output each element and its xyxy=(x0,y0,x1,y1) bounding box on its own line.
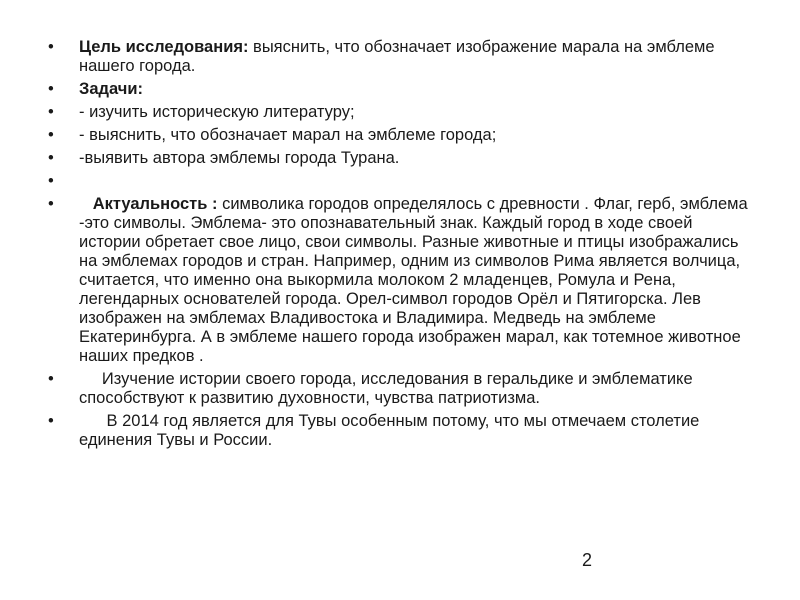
bullet-item-history xyxy=(48,370,758,408)
relevance-text: символика городов определялось с древности . Флаг, герб, эмблема -это символы. Эмблема- это опознавательный знак. Каждый город в ходе своей истории обретает свое лицо, свои символы. Разные животные и птицы изображались на эмблемах городов и стран. Например, одним из символов Рима является волчица, считается, что именно она выкормила молоком 2 младенцев, Ромула и Рена, легендарных основателей города. Орел-символ городов Орёл и Пятигорска. Лев изображен на эмблемах Владивостока и Владимира. Медведь на эмблеме Екатеринбурга. А в эмблеме нашего города изображен марал, как тотемное животное наших предков . xyxy=(79,195,748,365)
bullet-marker: • xyxy=(48,370,54,388)
task-2-text: - выяснить, что обозначает марал на эмблеме города; xyxy=(79,126,497,144)
task-3-text: -выявить автора эмблемы города Турана. xyxy=(79,149,400,167)
bullet-marker: • xyxy=(48,149,54,167)
bullet-item-task-1 xyxy=(48,103,758,122)
bullet-marker: • xyxy=(48,80,54,98)
bullet-item-empty xyxy=(48,172,758,191)
bullet-item-tuva xyxy=(48,412,758,450)
bullet-item-goal xyxy=(48,38,758,76)
bullet-marker: • xyxy=(48,195,54,213)
page-number: 2 xyxy=(582,550,593,570)
bullet-marker: • xyxy=(48,103,54,121)
bullet-item-task-2 xyxy=(48,126,758,145)
bullet-marker: • xyxy=(48,126,54,144)
tasks-heading: Задачи: xyxy=(79,80,143,98)
bullet-list xyxy=(48,38,758,454)
tuva-text: В 2014 год является для Тувы особенным потому, что мы отмечаем столетие единения Тувы и России. xyxy=(79,412,704,449)
bullet-marker: • xyxy=(48,412,54,430)
goal-text: выяснить, что обозначает изображение марала на эмблеме нашего города. xyxy=(79,38,715,75)
task-1-text: - изучить историческую литературу; xyxy=(79,103,355,121)
bullet-item-tasks-heading xyxy=(48,80,758,99)
bullet-item-task-3 xyxy=(48,149,758,168)
bullet-marker: • xyxy=(48,38,54,56)
relevance-heading: Актуальность : xyxy=(79,195,218,213)
history-text: Изучение истории своего города, исследования в геральдике и эмблематике способствуют к развитию духовности, чувства патриотизма. xyxy=(79,370,698,407)
bullet-item-relevance xyxy=(48,195,758,366)
bullet-marker: • xyxy=(48,172,54,190)
goal-heading: Цель исследования: xyxy=(79,38,249,56)
